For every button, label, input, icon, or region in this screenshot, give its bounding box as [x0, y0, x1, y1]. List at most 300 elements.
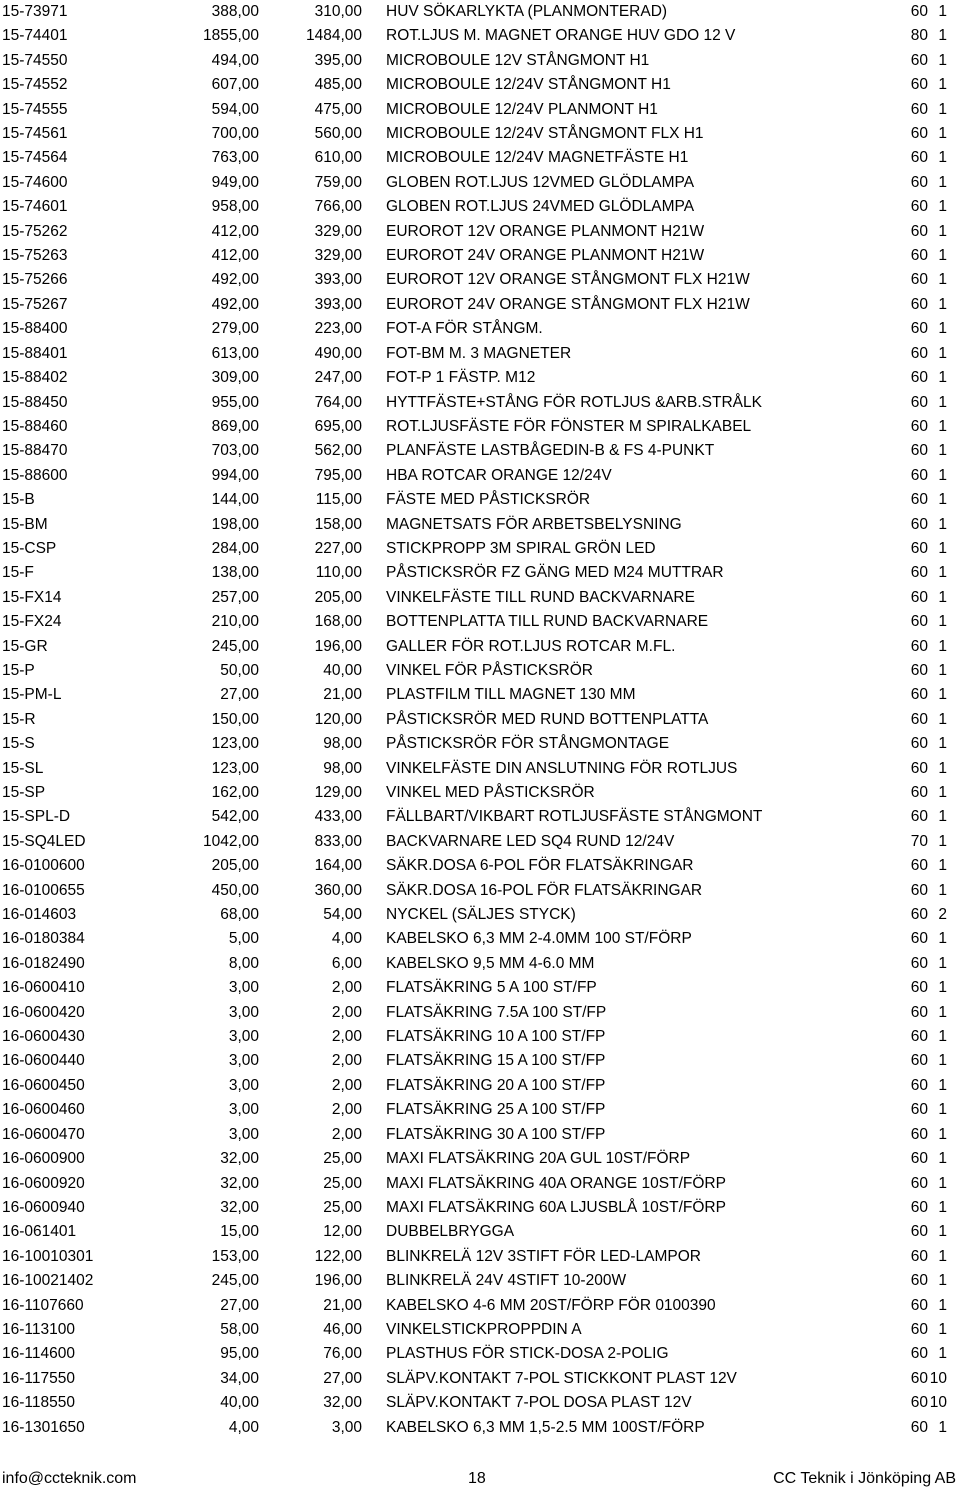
- description-cell: MICROBOULE 12/24V STÅNGMONT H1: [386, 76, 671, 94]
- table-row: [0, 171, 960, 195]
- spacer-cell: [362, 0, 386, 24]
- article-number-cell: 15-R: [2, 710, 36, 728]
- article-number-cell: 15-BM: [2, 515, 48, 533]
- list-price-cell: 994,00: [211, 466, 259, 484]
- net-price-cell: 490,00: [314, 344, 362, 362]
- list-price-cell: 450,00: [211, 881, 259, 899]
- discount-group-cell: 60: [910, 417, 928, 435]
- article-number-cell: 16-0180384: [2, 930, 85, 948]
- spacer-cell: [362, 1196, 386, 1220]
- pack-quantity-cell: 1: [938, 1296, 947, 1314]
- net-price-cell: 766,00: [314, 198, 362, 216]
- spacer-cell: [362, 488, 386, 512]
- net-price-cell: 32,00: [323, 1394, 362, 1412]
- article-number-cell: 15-74600: [2, 173, 68, 191]
- description-cell: HUV SÖKARLYKTA (PLANMONTERAD): [386, 3, 668, 20]
- table-row: [0, 1196, 960, 1220]
- description-cell: KABELSKO 4-6 MM 20ST/FÖRP FÖR 0100390: [386, 1296, 716, 1314]
- list-price-cell: 8,00: [228, 954, 259, 972]
- table-row: [0, 683, 960, 707]
- discount-group-cell: 60: [910, 149, 928, 167]
- article-number-cell: 15-74552: [2, 76, 68, 94]
- net-price-cell: 485,00: [314, 76, 362, 94]
- spacer-cell: [362, 439, 386, 463]
- net-price-cell: 695,00: [314, 417, 362, 435]
- list-price-cell: 607,00: [211, 76, 259, 94]
- description-cell: FLATSÄKRING 15 A 100 ST/FP: [386, 1052, 606, 1070]
- net-price-cell: 795,00: [314, 466, 362, 484]
- discount-group-cell: 60: [910, 1345, 928, 1363]
- article-number-cell: 16-061401: [2, 1223, 77, 1241]
- article-number-cell: 15-B: [2, 491, 35, 509]
- list-price-cell: 27,00: [220, 686, 259, 704]
- list-price-cell: 50,00: [220, 661, 259, 679]
- spacer-cell: [362, 952, 386, 976]
- list-price-cell: 3,00: [228, 1125, 259, 1143]
- spacer-cell: [362, 732, 386, 756]
- spacer-cell: [362, 1294, 386, 1318]
- discount-group-cell: 60: [910, 784, 928, 801]
- table-row: [0, 439, 960, 463]
- table-row: [0, 244, 960, 268]
- pack-quantity-cell: 1: [938, 491, 947, 509]
- article-number-cell: 16-0182490: [2, 954, 85, 972]
- net-price-cell: 329,00: [314, 222, 362, 240]
- pack-quantity-cell: 1: [938, 222, 947, 240]
- spacer-cell: [362, 244, 386, 268]
- table-row: [0, 464, 960, 488]
- net-price-cell: 2,00: [331, 1076, 362, 1094]
- article-number-cell: 15-88470: [2, 442, 68, 460]
- table-row: [0, 1049, 960, 1073]
- discount-group-cell: 60: [910, 1150, 928, 1168]
- table-row: [0, 732, 960, 756]
- description-cell: VINKELSTICKPROPPDIN A: [386, 1320, 582, 1338]
- spacer-cell: [362, 1269, 386, 1293]
- spacer-cell: [362, 927, 386, 951]
- description-cell: FÄLLBART/VIKBART ROTLJUSFÄSTE STÅNGMONT: [386, 808, 763, 826]
- pack-quantity-cell: 1: [938, 588, 947, 606]
- pack-quantity-cell: 1: [938, 1028, 947, 1046]
- discount-group-cell: 60: [910, 247, 928, 265]
- spacer-cell: [362, 73, 386, 97]
- table-row: [0, 561, 960, 585]
- list-price-cell: 3,00: [228, 1028, 259, 1046]
- spacer-cell: [362, 1245, 386, 1269]
- article-number-cell: 16-0600920: [2, 1174, 85, 1192]
- net-price-cell: 46,00: [323, 1320, 362, 1338]
- net-price-cell: 12,00: [323, 1223, 362, 1241]
- discount-group-cell: 60: [910, 173, 928, 191]
- table-row: [0, 1318, 960, 1342]
- description-cell: FLATSÄKRING 10 A 100 ST/FP: [386, 1028, 606, 1046]
- discount-group-cell: 60: [910, 1296, 928, 1314]
- discount-group-cell: 60: [910, 1320, 928, 1338]
- pack-quantity-cell: 1: [938, 27, 947, 45]
- table-row: [0, 635, 960, 659]
- list-price-cell: 153,00: [211, 1247, 259, 1265]
- table-row: [0, 1391, 960, 1415]
- article-number-cell: 15-88400: [2, 320, 68, 338]
- article-number-cell: 15-73971: [2, 3, 68, 20]
- net-price-cell: 475,00: [314, 100, 362, 118]
- discount-group-cell: 60: [910, 442, 928, 460]
- spacer-cell: [362, 268, 386, 292]
- article-number-cell: 15-S: [2, 735, 35, 753]
- spacer-cell: [362, 195, 386, 219]
- spacer-cell: [362, 805, 386, 829]
- article-number-cell: 16-114600: [2, 1345, 75, 1363]
- description-cell: ROT.LJUS M. MAGNET ORANGE HUV GDO 12 V: [386, 27, 736, 45]
- table-row: [0, 976, 960, 1000]
- pack-quantity-cell: 1: [938, 686, 947, 704]
- list-price-cell: 68,00: [220, 906, 259, 924]
- article-number-cell: 15-SPL-D: [2, 808, 71, 826]
- discount-group-cell: 60: [910, 979, 928, 997]
- description-cell: PÅSTICKSRÖR FZ GÄNG MED M24 MUTTRAR: [386, 564, 724, 582]
- spacer-cell: [362, 1172, 386, 1196]
- spacer-cell: [362, 391, 386, 415]
- description-cell: EUROROT 12V ORANGE PLANMONT H21W: [386, 222, 705, 240]
- spacer-cell: [362, 24, 386, 48]
- pack-quantity-cell: 1: [938, 735, 947, 753]
- discount-group-cell: 60: [910, 515, 928, 533]
- list-price-cell: 34,00: [220, 1369, 259, 1387]
- discount-group-cell: 60: [910, 588, 928, 606]
- net-price-cell: 122,00: [314, 1247, 362, 1265]
- table-row: [0, 1367, 960, 1391]
- net-price-cell: 2,00: [331, 1028, 362, 1046]
- article-number-cell: 16-0600410: [2, 979, 85, 997]
- discount-group-cell: 60: [910, 1247, 928, 1265]
- description-cell: FLATSÄKRING 25 A 100 ST/FP: [386, 1101, 606, 1119]
- table-row: [0, 1001, 960, 1025]
- discount-group-cell: 60: [910, 100, 928, 118]
- description-cell: MICROBOULE 12/24V MAGNETFÄSTE H1: [386, 149, 689, 167]
- article-number-cell: 16-10021402: [2, 1272, 94, 1290]
- table-row: [0, 98, 960, 122]
- list-price-cell: 95,00: [220, 1345, 259, 1363]
- pack-quantity-cell: 1: [938, 1320, 947, 1338]
- spacer-cell: [362, 1391, 386, 1415]
- spacer-cell: [362, 903, 386, 927]
- pack-quantity-cell: 1: [938, 247, 947, 265]
- spacer-cell: [362, 122, 386, 146]
- description-cell: EUROROT 24V ORANGE PLANMONT H21W: [386, 247, 705, 265]
- net-price-cell: 227,00: [314, 539, 362, 557]
- article-number-cell: 15-PM-L: [2, 686, 62, 704]
- spacer-cell: [362, 415, 386, 439]
- list-price-cell: 144,00: [211, 491, 259, 509]
- discount-group-cell: 60: [910, 564, 928, 582]
- spacer-cell: [362, 854, 386, 878]
- article-number-cell: 15-P: [2, 661, 35, 679]
- net-price-cell: 223,00: [314, 320, 362, 338]
- pack-quantity-cell: 1: [938, 1125, 947, 1143]
- table-row: [0, 391, 960, 415]
- net-price-cell: 3,00: [331, 1418, 362, 1436]
- discount-group-cell: 60: [910, 1394, 928, 1412]
- net-price-cell: 6,00: [331, 954, 362, 972]
- table-row: [0, 659, 960, 683]
- table-row: [0, 488, 960, 512]
- description-cell: BLINKRELÄ 24V 4STIFT 10-200W: [386, 1272, 627, 1290]
- list-price-cell: 3,00: [228, 979, 259, 997]
- article-number-cell: 15-FX14: [2, 588, 62, 606]
- table-row: [0, 1416, 960, 1440]
- article-number-cell: 15-88600: [2, 466, 68, 484]
- list-price-cell: 412,00: [211, 222, 259, 240]
- spacer-cell: [362, 1416, 386, 1440]
- pack-quantity-cell: 1: [938, 1198, 947, 1216]
- list-price-cell: 763,00: [211, 149, 259, 167]
- article-number-cell: 16-0600940: [2, 1198, 85, 1216]
- net-price-cell: 205,00: [314, 588, 362, 606]
- list-price-cell: 869,00: [211, 417, 259, 435]
- discount-group-cell: 60: [910, 491, 928, 509]
- spacer-cell: [362, 366, 386, 390]
- pack-quantity-cell: 1: [938, 1223, 947, 1241]
- net-price-cell: 1484,00: [305, 27, 362, 45]
- description-cell: FÄSTE MED PÅSTICKSRÖR: [386, 491, 591, 509]
- pack-quantity-cell: 1: [938, 51, 947, 69]
- article-number-cell: 15-88450: [2, 393, 68, 411]
- net-price-cell: 25,00: [323, 1174, 362, 1192]
- list-price-cell: 32,00: [220, 1150, 259, 1168]
- discount-group-cell: 60: [910, 320, 928, 338]
- footer-page-number: 18: [468, 1470, 486, 1487]
- net-price-cell: 110,00: [315, 564, 362, 582]
- description-cell: FLATSÄKRING 5 A 100 ST/FP: [386, 979, 597, 997]
- description-cell: BACKVARNARE LED SQ4 RUND 12/24V: [386, 832, 675, 850]
- net-price-cell: 98,00: [323, 735, 362, 753]
- net-price-cell: 2,00: [331, 1003, 362, 1021]
- description-cell: FLATSÄKRING 30 A 100 ST/FP: [386, 1125, 606, 1143]
- discount-group-cell: 60: [910, 393, 928, 411]
- net-price-cell: 27,00: [323, 1369, 362, 1387]
- pack-quantity-cell: 1: [938, 1174, 947, 1192]
- discount-group-cell: 60: [910, 1418, 928, 1436]
- table-row: [0, 537, 960, 561]
- description-cell: MAXI FLATSÄKRING 20A GUL 10ST/FÖRP: [386, 1150, 691, 1168]
- net-price-cell: 21,00: [323, 1296, 362, 1314]
- list-price-cell: 32,00: [220, 1174, 259, 1192]
- description-cell: HBA ROTCAR ORANGE 12/24V: [386, 466, 612, 484]
- description-cell: GLOBEN ROT.LJUS 12VMED GLÖDLAMPA: [386, 173, 695, 191]
- description-cell: PLASTHUS FÖR STICK-DOSA 2-POLIG: [386, 1345, 669, 1363]
- discount-group-cell: 60: [910, 295, 928, 313]
- pack-quantity-cell: 1: [938, 100, 947, 118]
- article-number-cell: 15-FX24: [2, 613, 62, 631]
- pack-quantity-cell: 1: [938, 613, 947, 631]
- table-row: [0, 1025, 960, 1049]
- pack-quantity-cell: 1: [938, 637, 947, 655]
- discount-group-cell: 60: [910, 466, 928, 484]
- description-cell: SÄKR.DOSA 6-POL FÖR FLATSÄKRINGAR: [386, 857, 694, 875]
- discount-group-cell: 60: [910, 1101, 928, 1119]
- spacer-cell: [362, 1220, 386, 1244]
- description-cell: HYTTFÄSTE+STÅNG FÖR ROTLJUS &ARB.STRÅLK: [386, 393, 762, 411]
- list-price-cell: 205,00: [211, 857, 259, 875]
- description-cell: SLÄPV.KONTAKT 7-POL DOSA PLAST 12V: [386, 1394, 692, 1412]
- description-cell: PLASTFILM TILL MAGNET 130 MM: [386, 686, 636, 704]
- description-cell: GALLER FÖR ROT.LJUS ROTCAR M.FL.: [386, 637, 676, 655]
- list-price-cell: 245,00: [211, 637, 259, 655]
- net-price-cell: 115,00: [315, 491, 362, 509]
- list-price-cell: 613,00: [211, 344, 259, 362]
- net-price-cell: 196,00: [314, 1272, 362, 1290]
- article-number-cell: 15-SP: [2, 784, 46, 801]
- table-row: [0, 708, 960, 732]
- discount-group-cell: 60: [910, 808, 928, 826]
- pack-quantity-cell: 1: [938, 1076, 947, 1094]
- list-price-cell: 3,00: [228, 1003, 259, 1021]
- discount-group-cell: 60: [910, 539, 928, 557]
- table-row: [0, 342, 960, 366]
- spacer-cell: [362, 879, 386, 903]
- net-price-cell: 433,00: [314, 808, 362, 826]
- table-row: [0, 268, 960, 292]
- list-price-cell: 27,00: [220, 1296, 259, 1314]
- description-cell: VINKEL MED PÅSTICKSRÖR: [386, 784, 595, 801]
- description-cell: MICROBOULE 12/24V PLANMONT H1: [386, 100, 658, 118]
- net-price-cell: 25,00: [323, 1198, 362, 1216]
- pack-quantity-cell: 1: [938, 661, 947, 679]
- list-price-cell: 279,00: [211, 320, 259, 338]
- table-row: [0, 122, 960, 146]
- table-row: [0, 195, 960, 219]
- description-cell: KABELSKO 6,3 MM 2-4.0MM 100 ST/FÖRP: [386, 930, 692, 948]
- article-number-cell: 15-75263: [2, 247, 68, 265]
- spacer-cell: [362, 683, 386, 707]
- net-price-cell: 2,00: [331, 1052, 362, 1070]
- spacer-cell: [362, 1049, 386, 1073]
- table-row: [0, 805, 960, 829]
- discount-group-cell: 60: [910, 857, 928, 875]
- description-cell: DUBBELBRYGGA: [386, 1223, 515, 1241]
- table-row: [0, 830, 960, 854]
- article-number-cell: 16-014603: [2, 906, 77, 924]
- article-number-cell: 16-118550: [2, 1394, 75, 1412]
- discount-group-cell: 60: [910, 686, 928, 704]
- article-number-cell: 16-0600440: [2, 1052, 85, 1070]
- spacer-cell: [362, 1342, 386, 1366]
- spacer-cell: [362, 561, 386, 585]
- discount-group-cell: 60: [910, 1198, 928, 1216]
- description-cell: PLANFÄSTE LASTBÅGEDIN-B & FS 4-PUNKT: [386, 442, 715, 460]
- description-cell: SLÄPV.KONTAKT 7-POL STICKKONT PLAST 12V: [386, 1369, 737, 1387]
- net-price-cell: 360,00: [314, 881, 362, 899]
- table-row: [0, 1220, 960, 1244]
- net-price-cell: 98,00: [323, 759, 362, 777]
- description-cell: GLOBEN ROT.LJUS 24VMED GLÖDLAMPA: [386, 198, 695, 216]
- description-cell: BOTTENPLATTA TILL RUND BACKVARNARE: [386, 613, 709, 631]
- pack-quantity-cell: 1: [938, 442, 947, 460]
- list-price-cell: 703,00: [211, 442, 259, 460]
- net-price-cell: 196,00: [314, 637, 362, 655]
- article-number-cell: 15-SQ4LED: [2, 832, 86, 850]
- spacer-cell: [362, 1098, 386, 1122]
- discount-group-cell: 60: [910, 76, 928, 94]
- description-cell: FOT-BM M. 3 MAGNETER: [386, 344, 572, 362]
- discount-group-cell: 60: [910, 51, 928, 69]
- pack-quantity-cell: 1: [938, 1150, 947, 1168]
- list-price-cell: 58,00: [220, 1320, 259, 1338]
- spacer-cell: [362, 757, 386, 781]
- net-price-cell: 4,00: [331, 930, 362, 948]
- article-number-cell: 16-0600470: [2, 1125, 85, 1143]
- table-row: [0, 1147, 960, 1171]
- list-price-cell: 123,00: [211, 759, 259, 777]
- article-number-cell: 16-0100655: [2, 881, 85, 899]
- article-number-cell: 15-75262: [2, 222, 68, 240]
- pack-quantity-cell: 1: [938, 1272, 947, 1290]
- table-row: [0, 903, 960, 927]
- pack-quantity-cell: 1: [938, 1418, 947, 1436]
- table-row: [0, 146, 960, 170]
- table-row: [0, 610, 960, 634]
- list-price-cell: 284,00: [211, 539, 259, 557]
- article-number-cell: 15-74564: [2, 149, 68, 167]
- article-number-cell: 16-10010301: [2, 1247, 94, 1265]
- pack-quantity-cell: 1: [938, 198, 947, 216]
- article-number-cell: 16-1107660: [2, 1296, 84, 1314]
- article-number-cell: 15-75266: [2, 271, 68, 289]
- spacer-cell: [362, 830, 386, 854]
- list-price-cell: 257,00: [211, 588, 259, 606]
- discount-group-cell: 60: [910, 344, 928, 362]
- article-number-cell: 15-GR: [2, 637, 48, 655]
- spacer-cell: [362, 1025, 386, 1049]
- pack-quantity-cell: 1: [938, 564, 947, 582]
- description-cell: MAGNETSATS FÖR ARBETSBELYSNING: [386, 515, 682, 533]
- spacer-cell: [362, 1147, 386, 1171]
- list-price-cell: 309,00: [211, 369, 259, 387]
- net-price-cell: 393,00: [314, 271, 362, 289]
- article-number-cell: 16-1301650: [2, 1418, 85, 1436]
- net-price-cell: 25,00: [323, 1150, 362, 1168]
- spacer-cell: [362, 1318, 386, 1342]
- list-price-cell: 388,00: [211, 3, 259, 20]
- description-cell: ROT.LJUSFÄSTE FÖR FÖNSTER M SPIRALKABEL: [386, 417, 752, 435]
- list-price-cell: 162,00: [211, 784, 259, 801]
- article-number-cell: 15-74561: [2, 125, 68, 143]
- table-row: [0, 1098, 960, 1122]
- list-price-cell: 5,00: [228, 930, 259, 948]
- table-row: [0, 1342, 960, 1366]
- list-price-cell: 138,00: [211, 564, 259, 582]
- discount-group-cell: 80: [910, 27, 928, 45]
- spacer-cell: [362, 1001, 386, 1025]
- discount-group-cell: 60: [910, 1052, 928, 1070]
- table-row: [0, 1074, 960, 1098]
- net-price-cell: 2,00: [331, 1125, 362, 1143]
- table-row: [0, 927, 960, 951]
- net-price-cell: 329,00: [314, 247, 362, 265]
- list-price-cell: 3,00: [228, 1052, 259, 1070]
- list-price-cell: 1042,00: [202, 832, 259, 850]
- description-cell: FOT-P 1 FÄSTP. M12: [386, 369, 536, 387]
- table-row: [0, 1123, 960, 1147]
- list-price-cell: 1855,00: [202, 27, 259, 45]
- table-row: [0, 293, 960, 317]
- pack-quantity-cell: 1: [938, 539, 947, 557]
- article-number-cell: 15-CSP: [2, 539, 57, 557]
- discount-group-cell: 70: [910, 832, 928, 850]
- table-row: [0, 879, 960, 903]
- list-price-cell: 594,00: [211, 100, 259, 118]
- discount-group-cell: 60: [910, 3, 928, 20]
